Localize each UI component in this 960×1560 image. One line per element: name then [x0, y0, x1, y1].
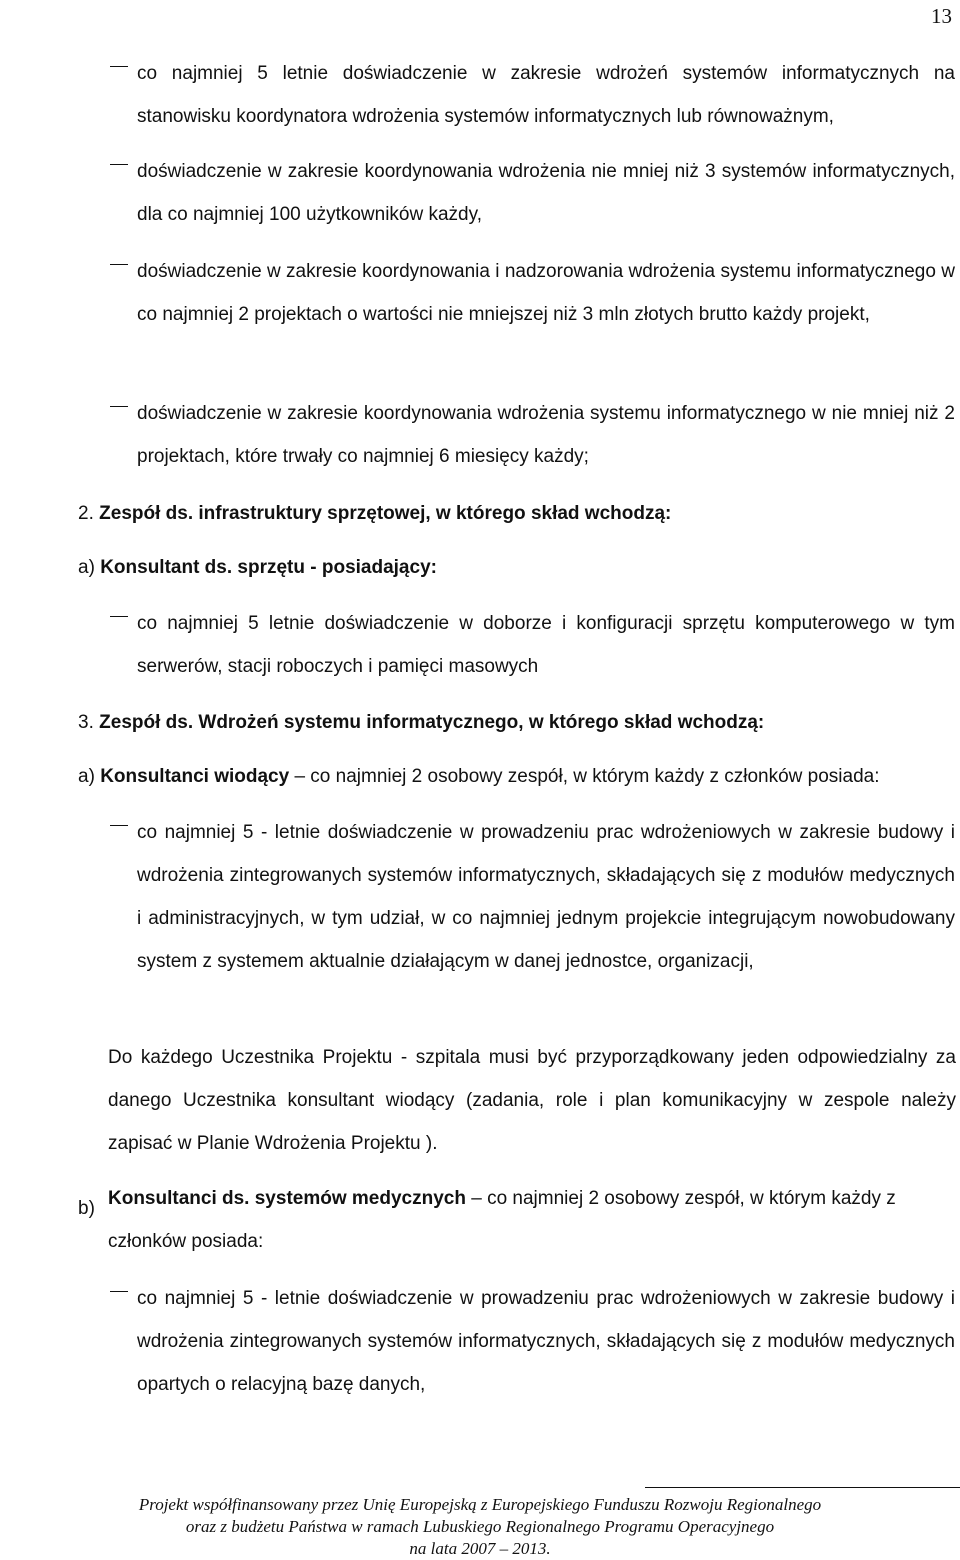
dash-bullet: [110, 616, 128, 617]
subsection-letter: b): [78, 1198, 95, 1219]
section-number: 2.: [78, 503, 94, 524]
page-number: 13: [931, 4, 952, 28]
subsection-heading: [78, 555, 437, 581]
subsection-description: – co najmniej 2 osobowy zespół, w którym każdy z członków posiada:: [108, 1188, 896, 1252]
footer: [0, 1494, 960, 1560]
dash-bullet: [110, 264, 128, 265]
footer-line: oraz z budżetu Państwa w ramach Lubuskiego Regionalnego Programu Operacyjnego: [185, 1517, 775, 1536]
list-item-text: co najmniej 5 - letnie doświadczenie w prowadzeniu prac wdrożeniowych w zakresie budowy i wdrożenia zintegrowanych systemów informatycznych, składających się z modułów medycznych i administracyjnych, w tym udział, w co najmniej jednym projekcie integrującym nowobudowany system z systemem aktualnie działającym w danej jednostce, organizacji,: [137, 822, 955, 972]
subsection-description: – co najmniej 2 osobowy zespół, w którym każdy z członków posiada:: [289, 766, 880, 787]
subsection-heading: [78, 764, 880, 790]
subsection-letter: a): [78, 557, 95, 578]
subsection-title: Konsultant ds. sprzętu - posiadający:: [100, 557, 437, 578]
footer-line: Projekt współfinansowany przez Unię Europejską z Europejskiego Funduszu Rozwoju Regionalnego: [138, 1495, 822, 1514]
section-number: 3.: [78, 712, 94, 733]
footer-line: na lata 2007 – 2013.: [409, 1539, 551, 1558]
dash-bullet: [110, 1291, 128, 1292]
dash-bullet: [110, 825, 128, 826]
subsection-letter: a): [78, 766, 95, 787]
dash-bullet: [110, 164, 128, 165]
subsection-title: Konsultanci ds. systemów medycznych: [108, 1188, 466, 1209]
subsection-b-text: [108, 1177, 956, 1263]
section-heading: [78, 501, 671, 527]
list-item-text: doświadczenie w zakresie koordynowania wdrożenia systemu informatycznego w nie mniej niż 2 projektach, które trwały co najmniej 6 miesięcy każdy;: [137, 403, 955, 467]
section-heading: [78, 710, 764, 736]
list-item-text: doświadczenie w zakresie koordynowania i nadzorowania wdrożenia systemu informatycznego w co najmniej 2 projektach o wartości nie mniejszej niż 3 mln złotych brutto każdy projekt,: [137, 261, 955, 325]
section-title: Zespół ds. Wdrożeń systemu informatycznego, w którego skład wchodzą:: [99, 712, 765, 733]
dash-bullet: [110, 66, 128, 67]
subsection-title: Konsultanci wiodący: [100, 766, 290, 787]
list-item-text: doświadczenie w zakresie koordynowania wdrożenia nie mniej niż 3 systemów informatycznych, dla co najmniej 100 użytkowników każdy,: [137, 161, 955, 225]
section-title: Zespół ds. infrastruktury sprzętowej, w którego skład wchodzą:: [99, 503, 672, 524]
list-item-text: co najmniej 5 letnie doświadczenie w zakresie wdrożeń systemów informatycznych na stanowisku koordynatora wdrożenia systemów informatycznych lub równoważnym,: [137, 63, 955, 127]
list-item-text: co najmniej 5 - letnie doświadczenie w prowadzeniu prac wdrożeniowych w zakresie budowy i wdrożenia zintegrowanych systemów informatycznych, składających się z modułów medycznych opartych o relacyjną bazę danych,: [137, 1288, 955, 1395]
list-item-text: co najmniej 5 letnie doświadczenie w doborze i konfiguracji sprzętu komputerowego w tym serwerów, stacji roboczych i pamięci masowych: [137, 613, 955, 677]
footer-divider: [645, 1487, 960, 1488]
note-paragraph: Do każdego Uczestnika Projektu - szpitala musi być przyporządkowany jeden odpowiedzialny za danego Uczestnika konsultant wiodący (zadania, role i plan komunikacyjny w zespole należy zapisać w Planie Wdrożenia Projektu ).: [108, 1047, 956, 1154]
dash-bullet: [110, 406, 128, 407]
